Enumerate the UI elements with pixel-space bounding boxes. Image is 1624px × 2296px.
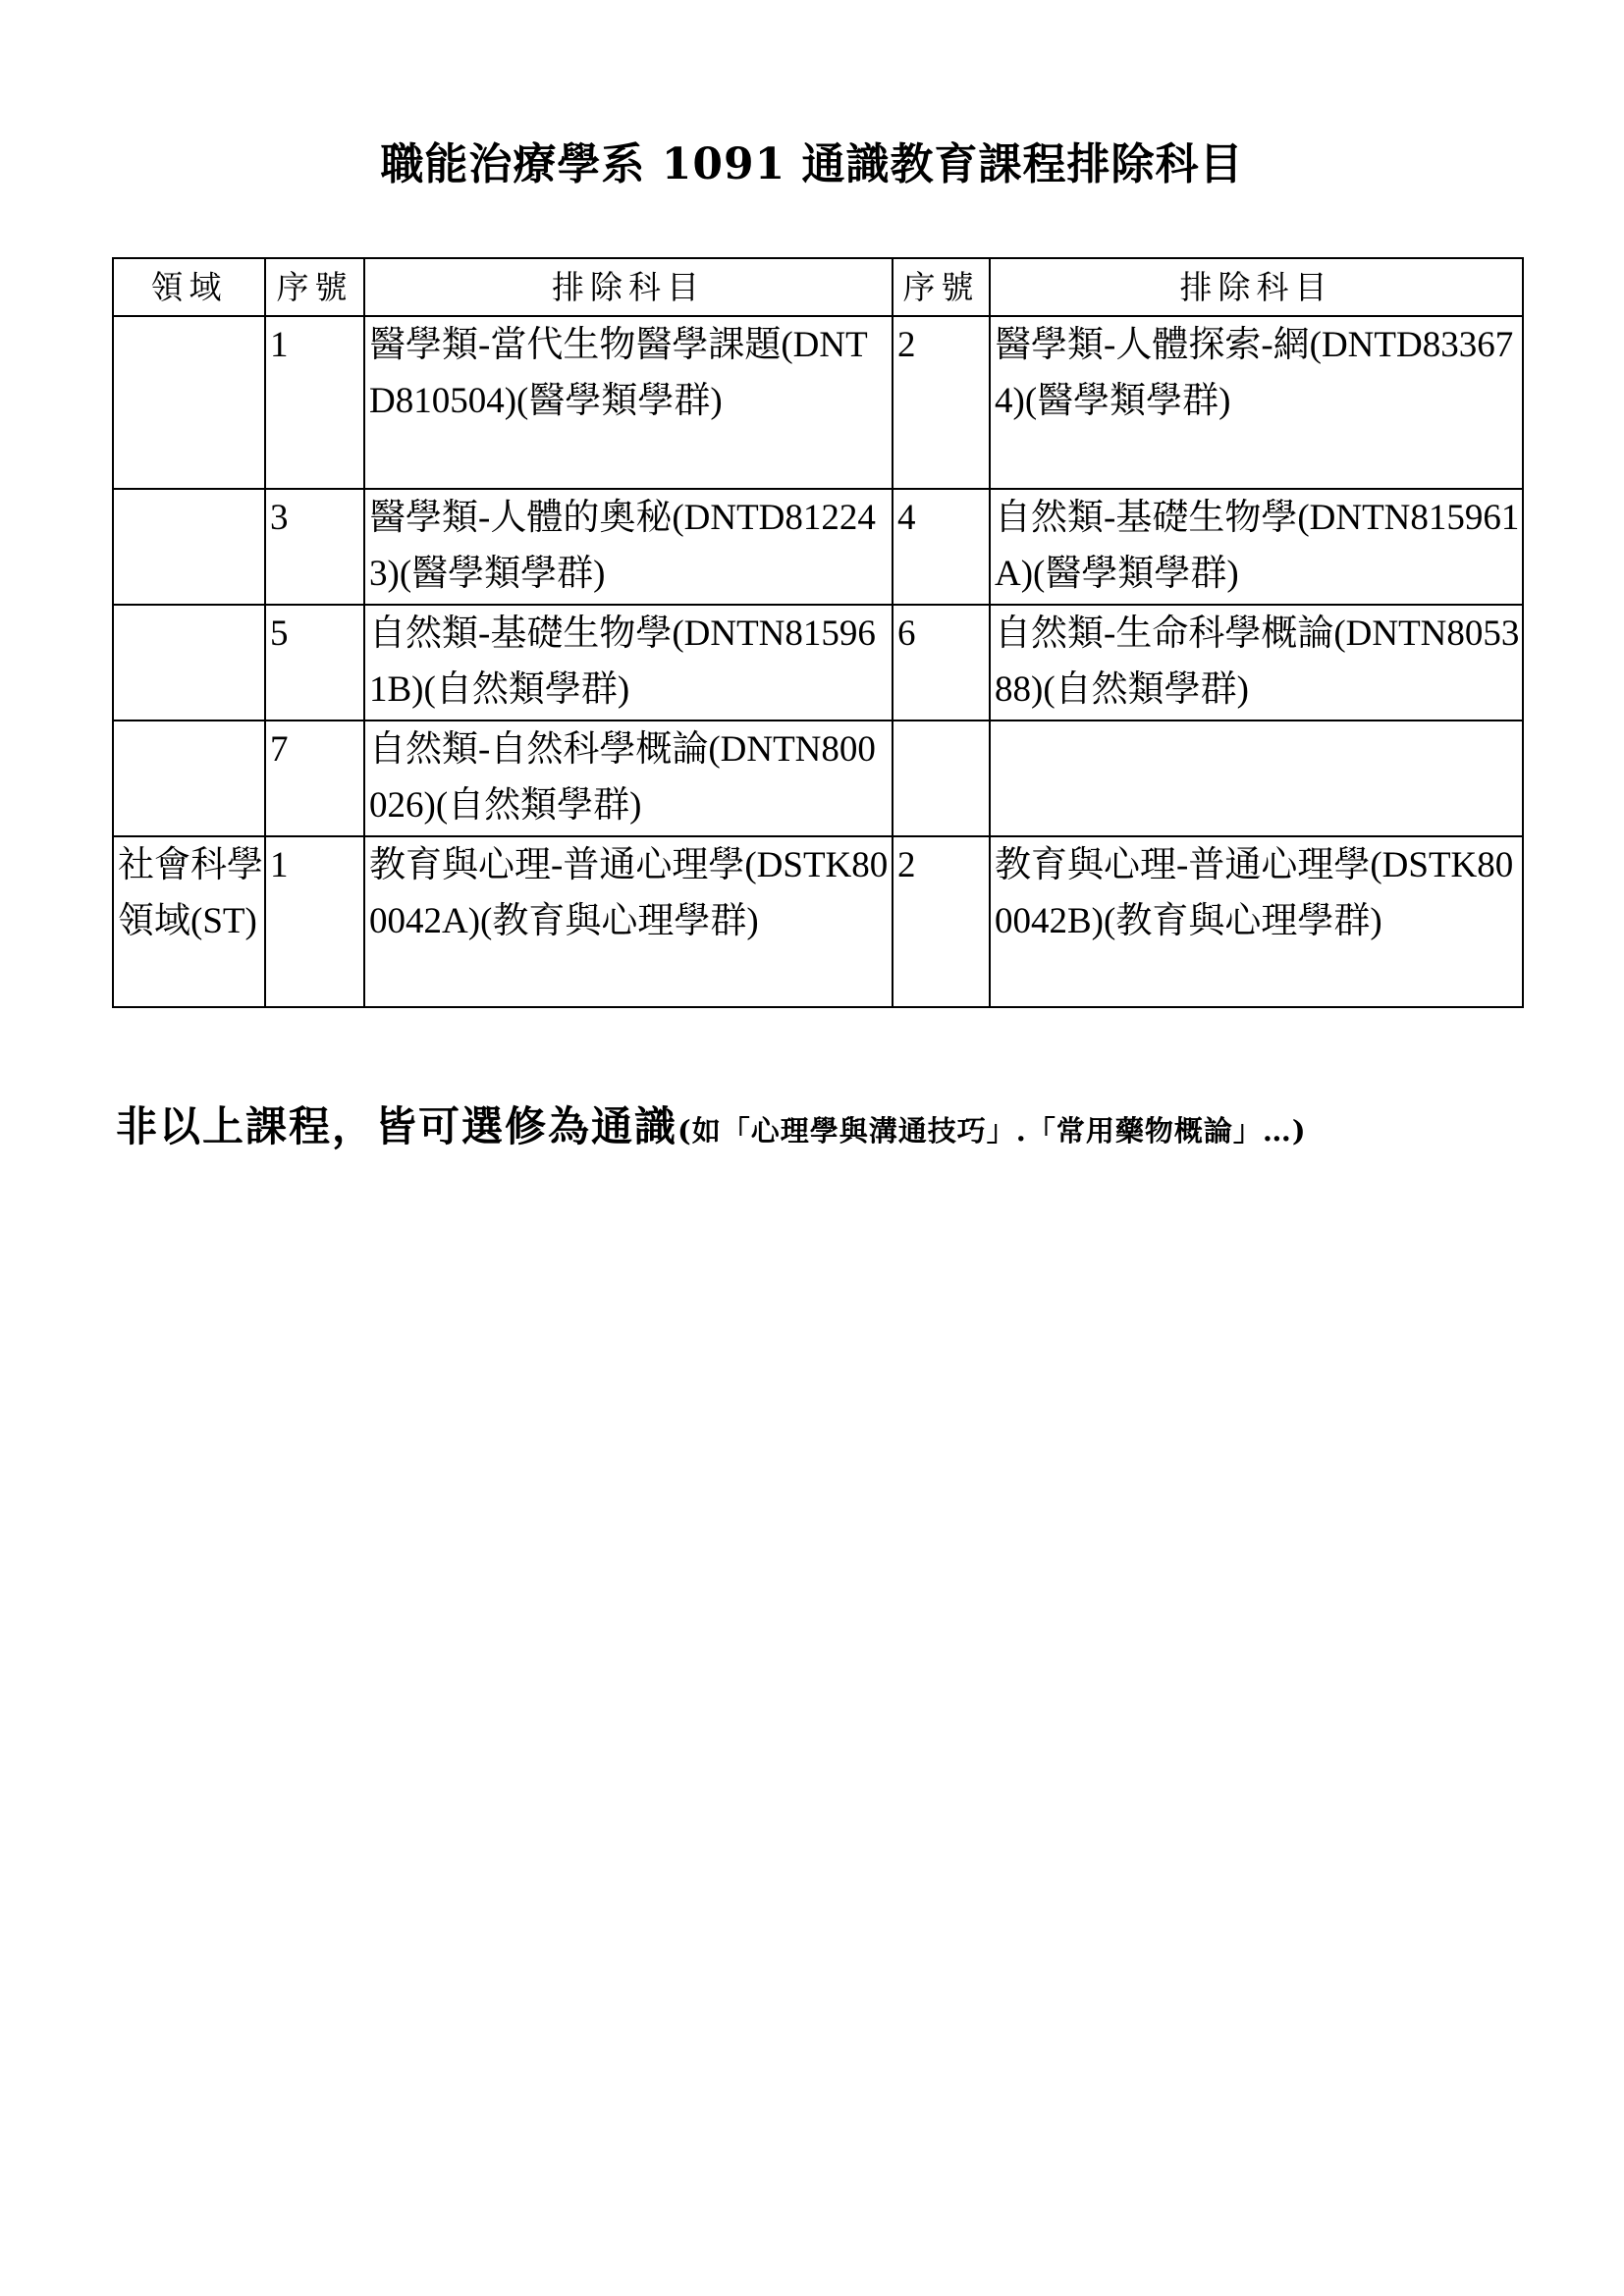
seq-cell	[893, 721, 990, 836]
course-cell: 自然類-基礎生物學(DNTN815961A)(醫學類學群)	[990, 489, 1523, 605]
course-cell	[990, 721, 1523, 836]
table-row	[113, 605, 1523, 721]
document-title: 職能治療學系 1091 通識教育課程排除科目	[380, 139, 1244, 189]
seq-cell: 4	[893, 489, 990, 605]
table-row	[113, 836, 1523, 1007]
domain-cell	[113, 316, 265, 489]
table-row	[113, 316, 1523, 489]
header-course-left: 排除科目	[364, 258, 893, 316]
seq-cell: 5	[265, 605, 364, 721]
course-cell: 醫學類-人體的奧秘(DNTD812243)(醫學類學群)	[364, 489, 893, 605]
course-cell: 醫學類-人體探索-網(DNTD833674)(醫學類學群)	[990, 316, 1523, 489]
course-cell: 自然類-生命科學概論(DNTN805388)(自然類學群)	[990, 605, 1523, 721]
seq-cell: 7	[265, 721, 364, 836]
seq-cell: 1	[265, 836, 364, 1007]
excluded-courses-table	[112, 257, 1524, 1008]
course-cell: 醫學類-當代生物醫學課題(DNTD810504)(醫學類學群)	[364, 316, 893, 489]
footer-sub-text: (如「心理學與溝通技巧」.「常用藥物概論」…)	[677, 1114, 1307, 1148]
course-cell: 教育與心理-普通心理學(DSTK800042B)(教育與心理學群)	[990, 836, 1523, 1007]
domain-cell	[113, 489, 265, 605]
table-row	[113, 489, 1523, 605]
table-header-row	[113, 258, 1523, 316]
header-course-right: 排除科目	[990, 258, 1523, 316]
seq-cell: 2	[893, 316, 990, 489]
domain-cell: 社會科學領域(ST)	[113, 836, 265, 1007]
course-cell: 自然類-基礎生物學(DNTN815961B)(自然類學群)	[364, 605, 893, 721]
domain-cell	[113, 721, 265, 836]
footer-main-text: 非以上課程，皆可選修為通識	[116, 1102, 678, 1150]
course-cell: 教育與心理-普通心理學(DSTK800042A)(教育與心理學群)	[364, 836, 893, 1007]
header-seq-right: 序號	[893, 258, 990, 316]
footer-note	[116, 1097, 1510, 1165]
seq-cell: 1	[265, 316, 364, 489]
seq-cell: 3	[265, 489, 364, 605]
header-seq-left: 序號	[265, 258, 364, 316]
table-row	[113, 721, 1523, 836]
seq-cell: 2	[893, 836, 990, 1007]
seq-cell: 6	[893, 605, 990, 721]
course-cell: 自然類-自然科學概論(DNTN800026)(自然類學群)	[364, 721, 893, 836]
domain-cell	[113, 605, 265, 721]
header-domain: 領域	[113, 258, 265, 316]
